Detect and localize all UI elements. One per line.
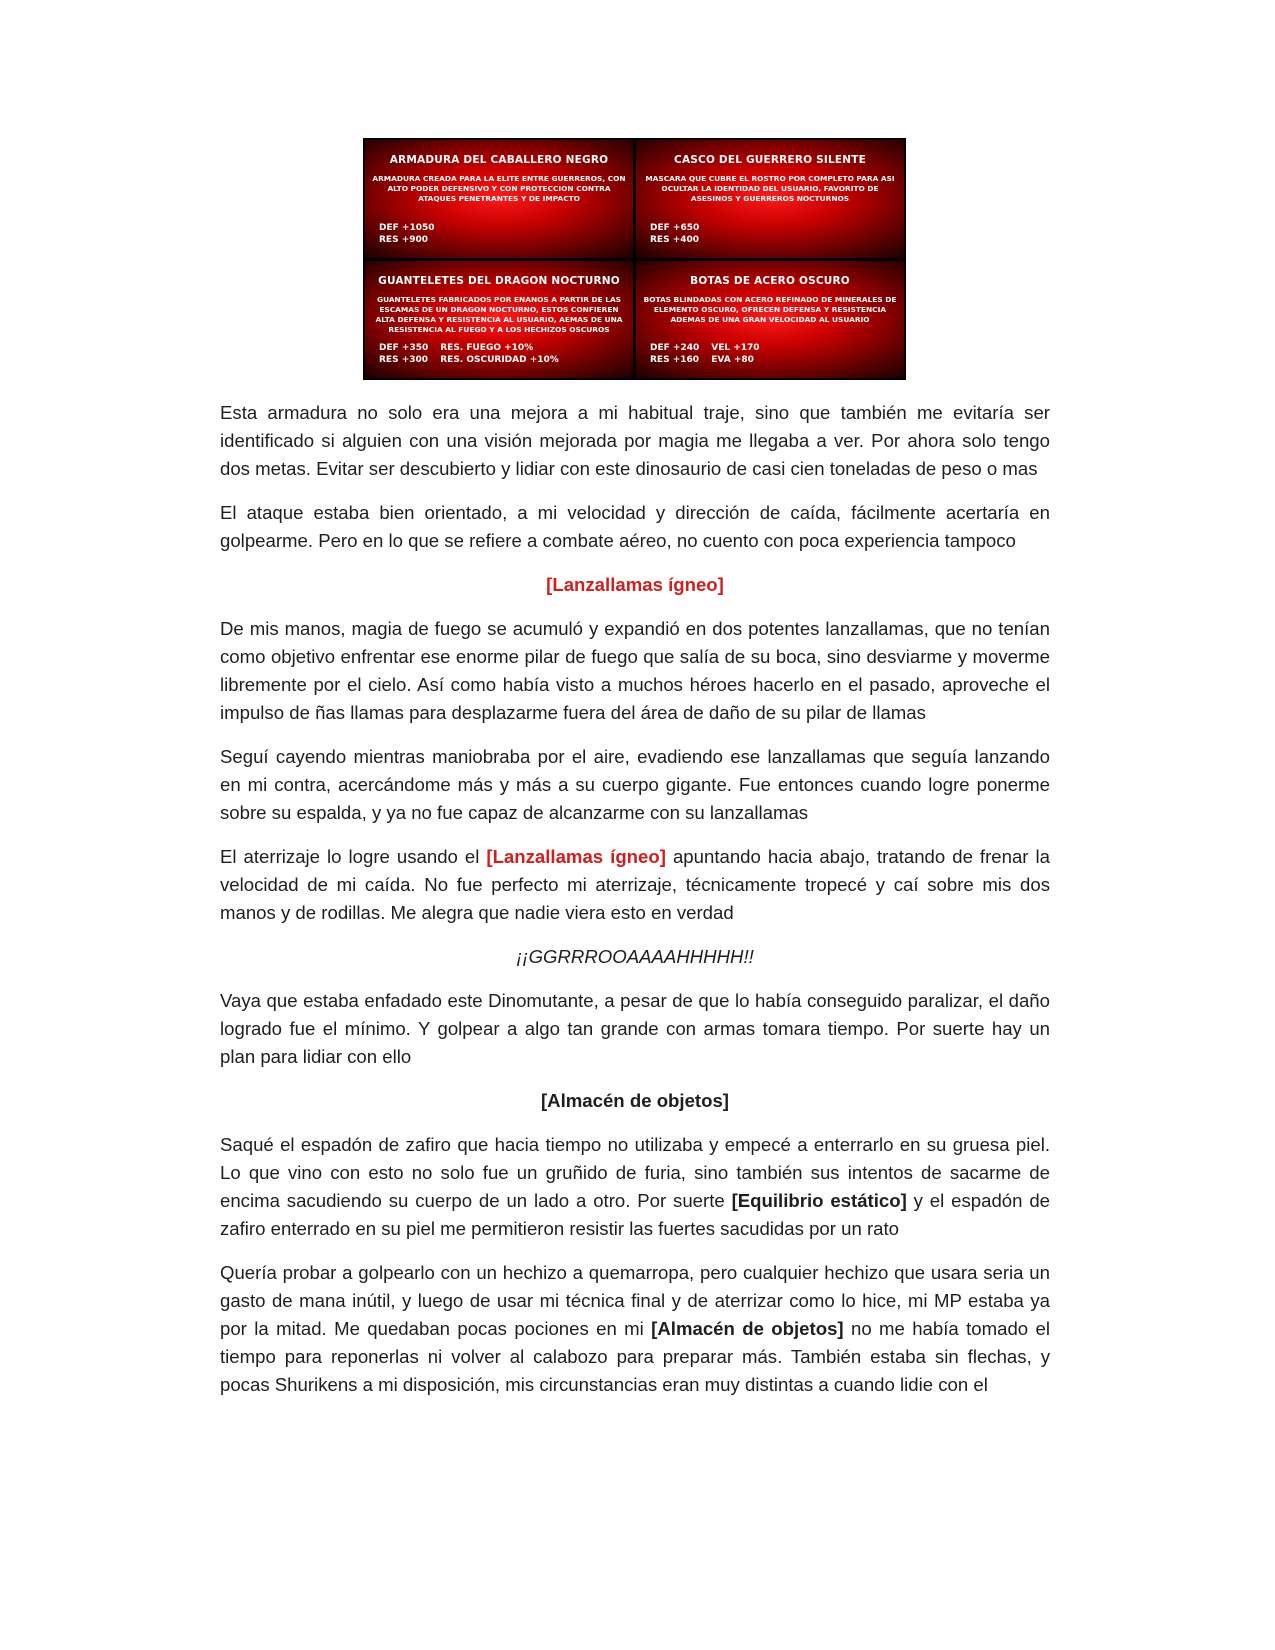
paragraph: Seguí cayendo mientras maniobraba por el aire, evadiendo ese lanzallamas que seguía lanzando en mi contra, acercándome más y más a su cuerpo gigante. Fue entonces cuando logre ponerme sobre su espalda, y ya no fue capaz de alcanzarme con su lanzallamas (220, 746, 1050, 823)
card-stats (650, 222, 711, 246)
card-title: ARMADURA DEL CABALLERO NEGRO (389, 154, 609, 166)
skill-inline: [Equilibrio estático] (731, 1190, 907, 1211)
equipment-card (636, 261, 904, 379)
text-run: Quería probar a golpearlo con un hechizo a quemarropa, pero cualquier hechizo que usara seria un gasto de mana inútil, y luego de usar mi técnica final y de aterrizar como lo hice, mi MP estaba ya por la mitad. Me quedaban pocas pociones en mi (220, 1262, 1050, 1339)
card-stat: RES +900 (379, 234, 429, 245)
paragraph (220, 843, 1050, 927)
equipment-card (365, 261, 633, 379)
card-description: BOTAS BLINDADAS CON ACERO REFINADO DE MINERALES DE ELEMENTO OSCURO, OFRECEN DEFENSA Y RESISTENCIA ADEMAS DE UNA GRAN VELOCIDAD AL USUARIO (643, 294, 897, 324)
card-stat: RES. OSCURIDAD +10% (440, 355, 559, 365)
skill-heading: [Almacén de objetos] (540, 1090, 730, 1111)
paragraph: Esta armadura no solo era una mejora a mi habitual traje, sino que también me evitaría ser identificado si alguien con una visión mejorada por magia me llegaba a ver. Por ahora solo tengo dos metas. Evitar ser descubierto y lidiar con este dinosaurio de casi cien toneladas de peso o mas (220, 402, 1050, 479)
card-stat: DEF +240 (650, 343, 700, 353)
skill-heading: [Lanzallamas ígneo] (546, 574, 724, 595)
skill-inline: [Lanzallamas ígneo] (486, 846, 666, 867)
card-title: GUANTELETES DEL DRAGON NOCTURNO (378, 274, 620, 287)
card-stat: RES. FUEGO +10% (440, 343, 534, 353)
text-run: El aterrizaje lo logre usando el (220, 846, 487, 867)
card-title: CASCO DEL GUERRERO SILENTE (674, 154, 866, 166)
card-stat: RES +400 (650, 234, 700, 245)
paragraph: El ataque estaba bien orientado, a mi velocidad y dirección de caída, fácilmente acertaría en golpearme. Pero en lo que se refiere a combate aéreo, no cuento con poca experiencia tampoco (220, 502, 1050, 551)
text-run: apuntando hacia abajo, tratando de frenar la velocidad de mi caída. No fue perfecto mi aterrizaje, técnicamente tropecé y caí sobre mis dos manos y de rodillas. Me alegra que nadie viera esto en verdad (220, 846, 1050, 923)
equipment-cards-image (363, 138, 906, 380)
roar-line: ¡¡GGRRROOAAAAHHHHH!! (516, 946, 754, 967)
text-run: no me había tomado el tiempo para reponerlas ni volver al calabozo para preparar más. También estaba sin flechas, y pocas Shurikens a mi disposición, mis circunstancias eran muy distintas a cuando lidie con el (220, 1318, 1050, 1395)
skill-inline: [Almacén de objetos] (651, 1318, 844, 1339)
card-stats (379, 222, 447, 246)
card-description: MASCARA QUE CUBRE EL ROSTRO POR COMPLETO PARA ASI OCULTAR LA IDENTIDAD DEL USUARIO, FAVORITO DE ASESINOS Y GUERREROS NOCTURNOS (645, 174, 895, 203)
paragraph: De mis manos, magia de fuego se acumuló y expandió en dos potentes lanzallamas, que no tenían como objetivo enfrentar ese enorme pilar de fuego que salía de su boca, sino desviarme y moverme libremente por el cielo. Así como había visto a muchos héroes hacerlo en el pasado, aproveche el impulso de ñas llamas para desplazarme fuera del área de daño de su pilar de llamas (220, 618, 1050, 723)
document-body (220, 399, 1050, 1415)
card-stat: DEF +350 (379, 343, 429, 353)
text-run: y el espadón de zafiro enterrado en su piel me permitieron resistir las fuertes sacudidas por un rato (220, 1190, 1051, 1239)
card-stats (379, 342, 559, 366)
paragraph (220, 1259, 1050, 1399)
paragraph: Vaya que estaba enfadado este Dinomutante, a pesar de que lo había conseguido paralizar, el daño logrado fue el mínimo. Y golpear a algo tan grande con armas tomara tiempo. Por suerte hay un plan para lidiar con ello (220, 990, 1050, 1067)
card-title: BOTAS DE ACERO OSCURO (690, 274, 850, 287)
card-stat: RES +300 (379, 355, 429, 365)
card-stat: VEL +170 (711, 343, 760, 353)
paragraph (220, 1131, 1050, 1243)
text-run: Saqué el espadón de zafiro que hacia tiempo no utilizaba y empecé a enterrarlo en su gruesa piel. Lo que vino con esto no solo fue un gruñido de furia, sino también sus intentos de sacarme de encima sacudiendo su cuerpo de un lado a otro. Por suerte (220, 1134, 1050, 1211)
card-stat: EVA +80 (711, 355, 754, 365)
card-description: GUANTELETES FABRICADOS POR ENANOS A PARTIR DE LAS ESCAMAS DE UN DRAGON NOCTURNO, ESTOS CONFIEREN ALTA DEFENSA Y RESISTENCIA AL USUARIO, AEMAS DE UNA RESISTENCIA AL FUEGO Y A LOS HECHIZOS OSCUROS (375, 294, 623, 334)
card-stats (650, 342, 760, 366)
equipment-card (636, 140, 904, 258)
equipment-card (365, 140, 633, 258)
card-description: ARMADURA CREADA PARA LA ELITE ENTRE GUERREROS, CON ALTO PODER DEFENSIVO Y CON PROTECCION CONTRA ATAQUES PENETRANTES Y DE IMPACTO (372, 174, 626, 203)
card-stat: DEF +1050 (379, 222, 435, 233)
card-stat: RES +160 (650, 355, 700, 365)
card-stat: DEF +650 (650, 222, 700, 233)
